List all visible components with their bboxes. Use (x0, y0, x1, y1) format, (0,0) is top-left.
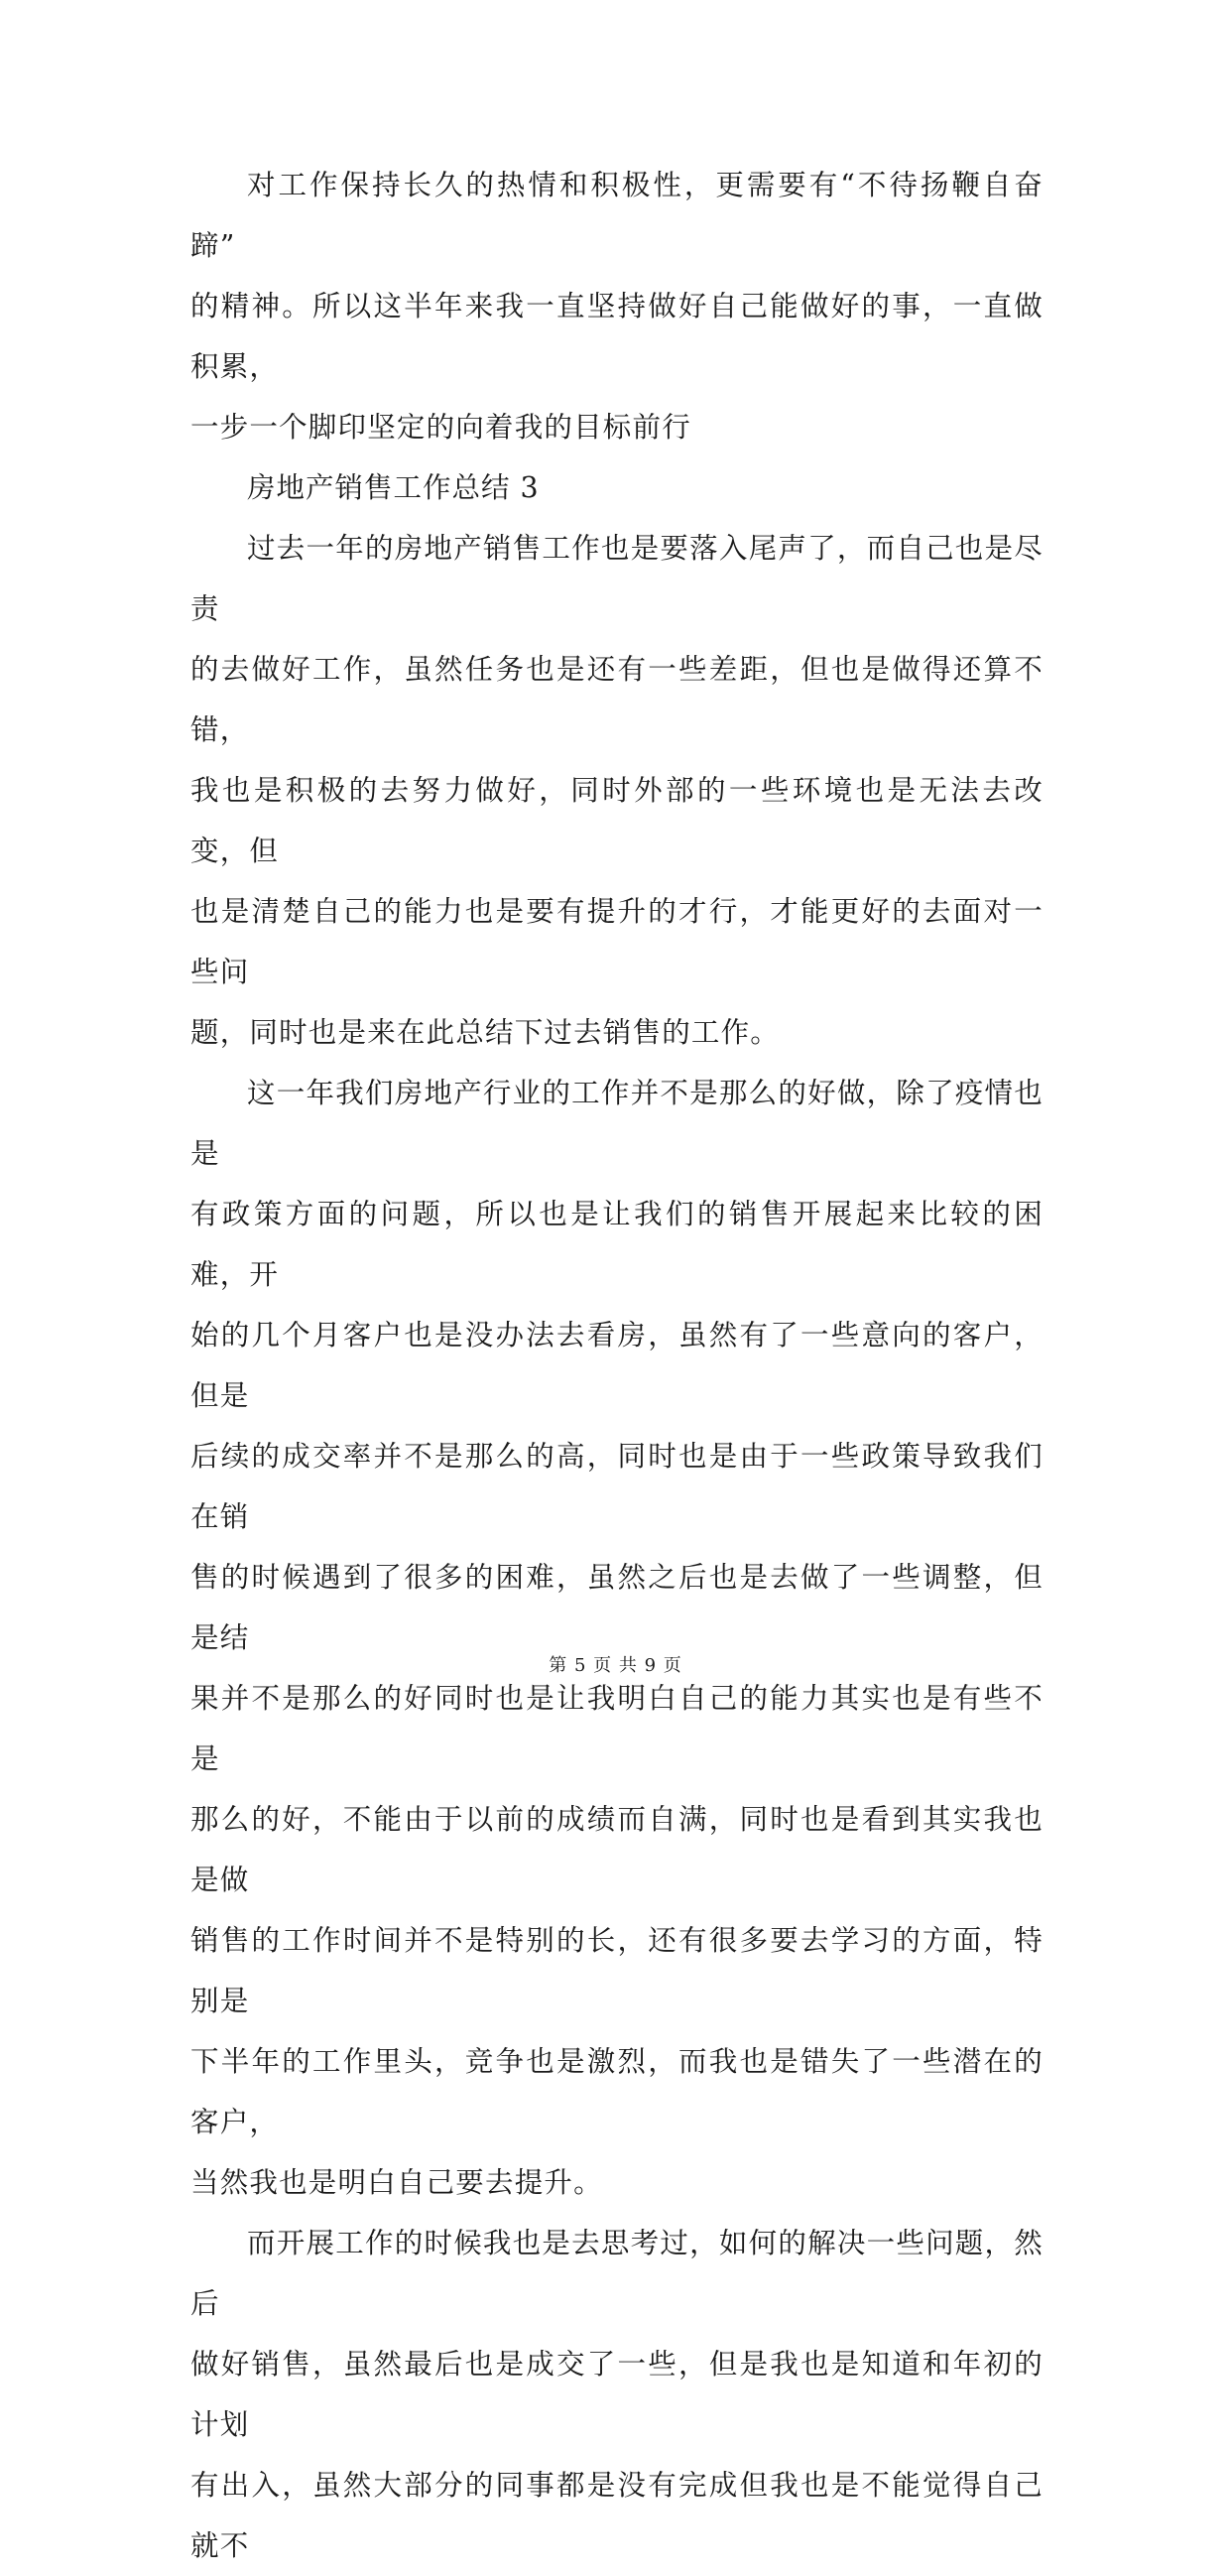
paragraph-intro: 过去一年的房地产销售工作也是要落入尾声了，而自己也是尽责 的去做好工作，虽然任务也是还有一些差距，但也是做得还算不错， 我也是积极的去努力做好，同时外部的一些环境也是无法去改变，但 也是清楚自己的能力也是要有提升的才行，才能更好的去面对一些问 题，同时也是来在此总结下过去销售的工作。 (190, 532, 1044, 1049)
paragraph-reflection: 而开展工作的时候我也是去思考过，如何的解决一些问题，然后 做好销售，虽然最后也是成交了一些，但是我也是知道和年初的计划 有出入，虽然大部分的同事都是没有完成但我也是不能觉得自己就不 (190, 2227, 1044, 2562)
page-number-footer: 第 5 页 共 9 页 (549, 1655, 682, 1676)
document-body (190, 155, 1044, 2576)
paragraph-challenges: 这一年我们房地产行业的工作并不是那么的好做，除了疫情也是 有政策方面的问题，所以也是让我们的销售开展起来比较的困难，开 始的几个月客户也是没办法去看房，虽然有了一些意向的客户，但是 后续的成交率并不是那么的高，同时也是由于一些政策导致我们在销 售的时候遇到了很多的困难，虽然之后也是去做了一些调整，但是结 果并不是那么的好同时也是让我明白自己的能力其实也是有些不是 那么的好，不能由于以前的成绩而自满，同时也是看到其实我也是做 销售的工作时间并不是特别的长，还有很多要去学习的方面，特别是 下半年的工作里头，竞争也是激烈，而我也是错失了一些潜在的客户， 当然我也是明白自己要去提升。 (190, 1077, 1044, 2199)
section-heading: 房地产销售工作总结 3 (247, 471, 540, 504)
paragraph-continuation: 对工作保持长久的热情和积极性，更需要有“不待扬鞭自奋蹄” 的精神。所以这半年来我一直坚持做好自己能做好的事，一直做积累， 一步一个脚印坚定的向着我的目标前行 (190, 169, 1044, 444)
